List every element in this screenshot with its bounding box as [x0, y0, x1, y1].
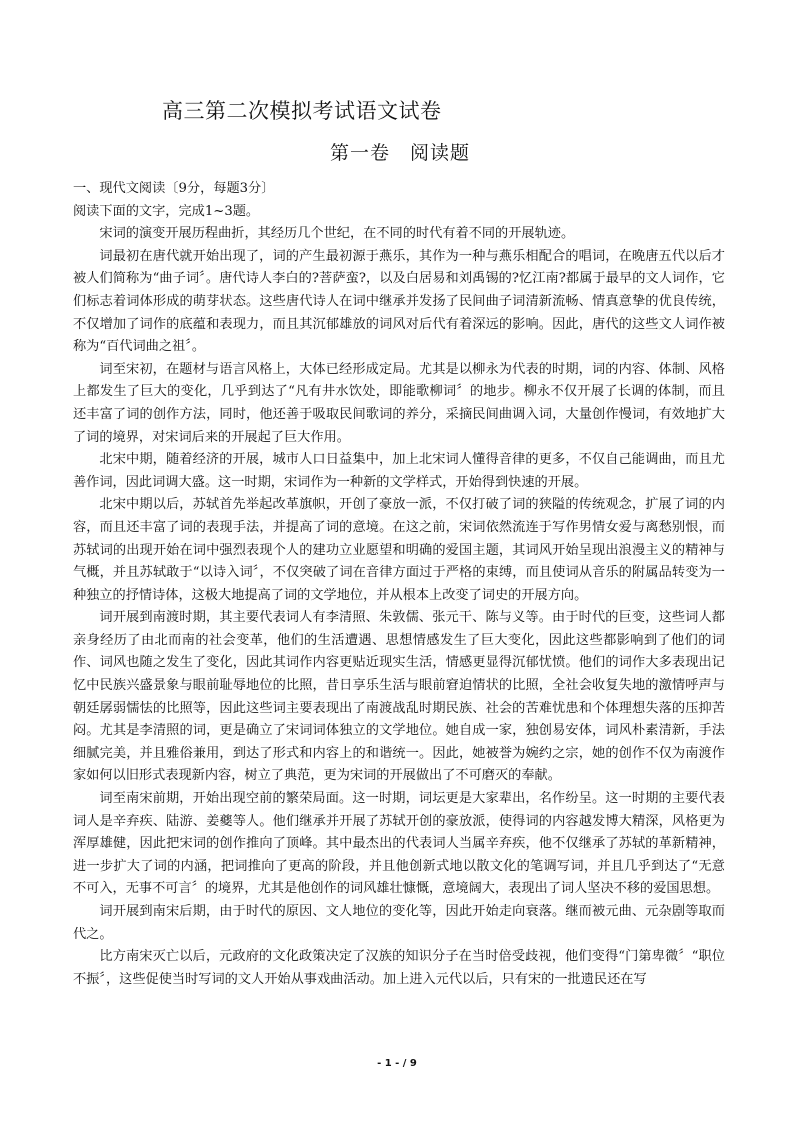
article-paragraph: 词至宋初，在题材与语言风格上，大体已经形成定局。尤其是以柳永为代表的时期，词的内容、体制、风格上都发生了巨大的变化，几乎到达了“凡有井水饮处，即能歌柳词〞的地步。柳永不仅开展了长调的体制，而且还丰富了词的创作方法，同时，他还善于吸取民间歌词的养分，采摘民间曲调入词，大量创作慢词，有效地扩大了词的境界，对宋词后来的开展起了巨大作用。: [73, 361, 725, 445]
document-body: [73, 178, 725, 991]
article-paragraph: 宋词的演变开展历程曲折，其经历几个世纪，在不同的时代有着不同的开展轨迹。: [99, 226, 575, 242]
article-paragraph: 比方南宋灭亡以后，元政府的文化政策决定了汉族的知识分子在当时倍受歧视，他们变得“门第卑微〞“职位不振〞，这些促使当时写词的文人开始从事戏曲活动。加上进入元代以后，只有宋的一批遗民还在写: [73, 949, 725, 987]
question-heading: 一、现代文阅读〔9分，每题3分〕: [73, 181, 275, 196]
article-paragraph: 北宋中期，随着经济的开展，城市人口日益集中，加上北宋词人懂得音律的更多，不仅自己能调曲，而且尤善作词，因此词调大盛。这一时期，宋词作为一种新的文学样式，开始得到快速的开展。: [73, 452, 725, 490]
page-number: - 1 - / 9: [377, 1058, 417, 1069]
article-paragraph: 词最初在唐代就开始出现了，词的产生最初源于燕乐，其作为一种与燕乐相配合的唱词，在晚唐五代以后才被人们简称为“曲子词〞。唐代诗人李白的?菩萨蛮?，以及白居易和刘禹锡的?忆江南?都属于最早的文人词作，它们标志着词体形成的萌芽状态。这些唐代诗人在词中继承并发扬了民间曲子词清新流畅、情真意挚的优良传统，不仅增加了词作的底蕴和表现力，而且其沉郁雄放的词风对后代有着深远的影响。因此，唐代的这些文人词作被称为“百代词曲之祖〞。: [73, 248, 725, 355]
page-title: 高三第二次模拟考试语文试卷: [162, 99, 442, 123]
article-paragraph: 北宋中期以后，苏轼首先举起改革旗帜，开创了豪放一派，不仅打破了词的狭隘的传统观念，扩展了词的内容，而且还丰富了词的表现手法，并提高了词的意境。在这之前，宋词依然流连于写作男情女爱与离愁别恨，而苏轼词的出现开始在词中强烈表现个人的建功立业愿望和明确的爱国主题，其词风开始呈现出浪漫主义的精神与气概，并且苏轼敢于“以诗入词〞，不仅突破了词在音律方面过于严格的束缚，而且使词从音乐的附属品转变为一种独立的抒情诗体，这极大地提高了词的文学地位，并从根本上改变了词史的开展方向。: [73, 497, 725, 603]
question-instruction: 阅读下面的文字，完成1~3题。: [73, 203, 260, 219]
section-title: 第一卷 阅读题: [330, 142, 471, 164]
article-paragraph: 词至南宋前期，开始出现空前的繁荣局面。这一时期，词坛更是大家辈出，名作纷呈。这一时期的主要代表词人是辛弃疾、陆游、姜夔等人。他们继承并开展了苏轼开创的豪放派，使得词的内容越发博大精深，风格更为浑厚雄健，因此把宋词的创作推向了顶峰。其中最杰出的代表词人当属辛弃疾，他不仅继承了苏轼的革新精神，进一步扩大了词的内涵，把词推向了更高的阶段，并且他创新式地以散文化的笔调写词，并且几乎到达了“无意不可入，无事不可言〞的境界，尤其是他创作的词风雄壮慷慨，意境阔大，表现出了词人坚决不移的爱国思想。: [73, 791, 725, 897]
article-paragraph: 词开展到南宋后期，由于时代的原因、文人地位的变化等，因此开始走向衰落。继而被元曲、元杂剧等取而代之。: [73, 904, 725, 942]
article-paragraph: 词开展到南渡时期，其主要代表词人有李清照、朱敦儒、张元干、陈与义等。由于时代的巨变，这些词人都亲身经历了由北而南的社会变革，他们的生活遭遇、思想情感发生了巨大变化，因此这些都影响到了他们的词作、词风也随之发生了变化，因此其词作内容更贴近现实生活，情感更显得沉郁忧愤。他们的词作大多表现出记忆中民族兴盛景象与眼前耻辱地位的比照，昔日享乐生活与眼前窘迫情状的比照，全社会收复失地的激情呼声与朝廷孱弱懦怯的比照等，因此这些词主要表现出了南渡战乱时期民族、社会的苦难忧患和个体理想失落的压抑苦闷。尤其是李清照的词，更是确立了宋词词体独立的文学地位。她自成一家，独创易安体，词风朴素清新，手法细腻完美，并且雅俗兼用，到达了形式和内容上的和谐统一。因此，她被誉为婉约之宗，她的创作不仅为南渡作家如何以旧形式表现新内容，树立了典范，更为宋词的开展做出了不可磨灭的奉献。: [73, 610, 725, 784]
